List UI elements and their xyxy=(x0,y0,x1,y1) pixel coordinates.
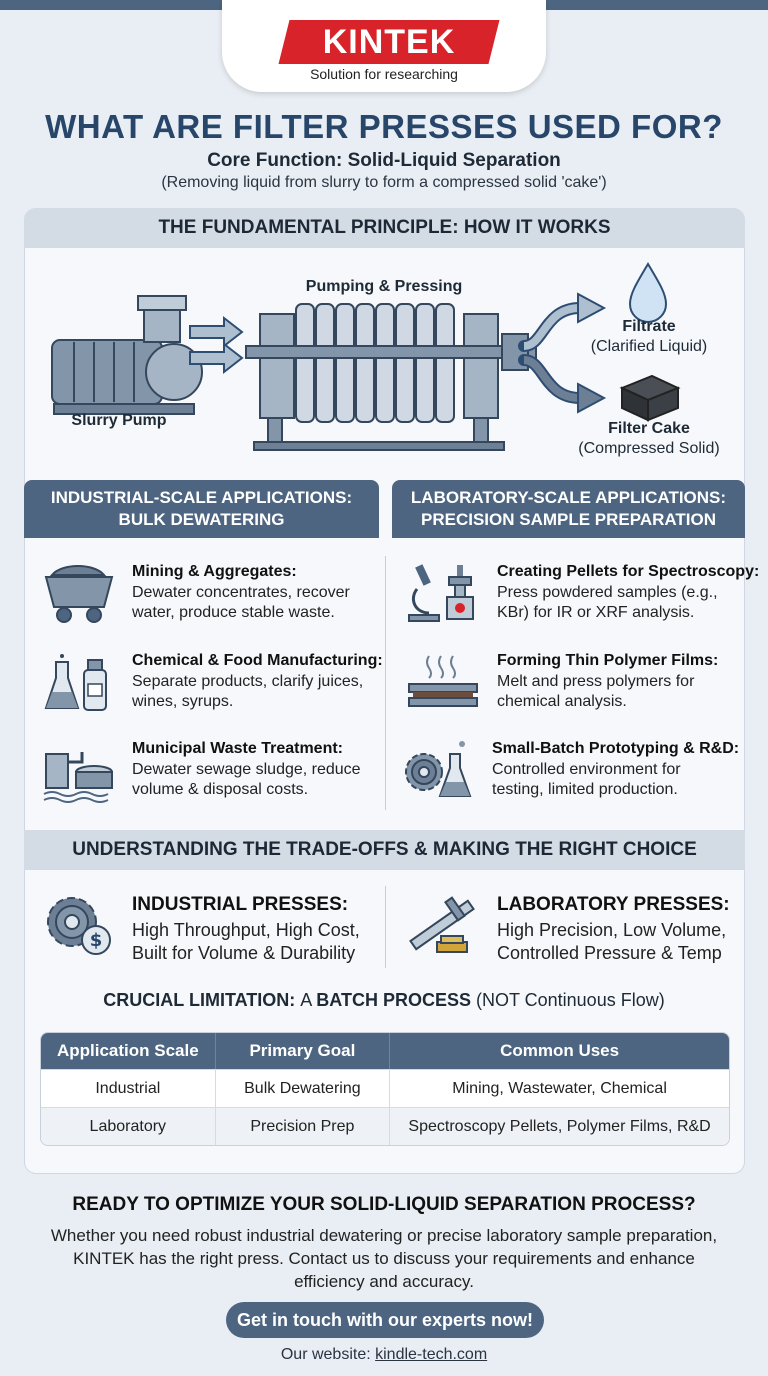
item-desc xyxy=(132,672,363,712)
table-header: Application Scale xyxy=(41,1033,216,1069)
item-desc-line1: Dewater concentrates, recover xyxy=(132,584,350,601)
contact-experts-button[interactable]: Get in touch with our experts now! xyxy=(226,1302,544,1338)
item-desc xyxy=(492,760,681,800)
item-desc-line1: Controlled environment for xyxy=(492,761,681,778)
item-desc xyxy=(497,672,694,712)
item-title: Small-Batch Prototyping & R&D: xyxy=(492,740,740,757)
industrial-heading xyxy=(24,480,379,538)
table-header-row xyxy=(41,1033,729,1069)
table-cell: Mining, Wastewater, Chemical xyxy=(390,1069,729,1107)
item-desc-line2: wines, syrups. xyxy=(132,693,234,710)
droplet-icon xyxy=(630,264,666,322)
item-desc-line1: Dewater sewage sludge, reduce xyxy=(132,761,361,778)
process-diagram xyxy=(24,248,745,470)
mining-cart-icon xyxy=(42,563,116,627)
item-desc xyxy=(132,583,350,623)
limitation-bold: BATCH PROCESS xyxy=(316,990,471,1010)
crucial-limitation xyxy=(0,990,768,1011)
tradeoff-divider xyxy=(385,886,386,968)
item-desc-line2: KBr) for IR or XRF analysis. xyxy=(497,604,695,621)
item-desc xyxy=(497,583,718,623)
table-cell: Spectroscopy Pellets, Polymer Films, R&D xyxy=(390,1107,729,1145)
summary-table xyxy=(40,1032,730,1146)
core-function-subtitle: (Removing liquid from slurry to form a compressed solid 'cake') xyxy=(161,174,607,191)
item-desc-line2: testing, limited production. xyxy=(492,781,678,798)
column-divider xyxy=(385,556,386,810)
laboratory-presses-desc xyxy=(497,919,726,965)
table-cell: Bulk Dewatering xyxy=(216,1069,391,1107)
item-title: Chemical & Food Manufacturing: xyxy=(132,652,383,669)
page-title: WHAT ARE FILTER PRESSES USED FOR? xyxy=(45,108,723,145)
flask-bottle-icon xyxy=(42,652,116,716)
item-desc-line1: Separate products, clarify juices, xyxy=(132,673,364,690)
table-header: Common Uses xyxy=(390,1033,729,1069)
cta-title: READY TO OPTIMIZE YOUR SOLID-LIQUID SEPARATION PROCESS? xyxy=(72,1194,696,1215)
inflow-arrows-icon xyxy=(190,318,242,372)
item-desc-line1: Press powdered samples (e.g., xyxy=(497,584,718,601)
microscope-press-icon xyxy=(407,563,481,627)
caliper-icon xyxy=(407,894,481,958)
heated-plates-icon xyxy=(407,652,481,716)
table-row xyxy=(41,1107,729,1145)
water-treatment-icon xyxy=(42,740,116,804)
website-line xyxy=(0,1346,768,1364)
table-cell: Industrial xyxy=(41,1069,216,1107)
item-title: Municipal Waste Treatment: xyxy=(132,740,343,757)
item-desc-line2: chemical analysis. xyxy=(497,693,627,710)
industrial-heading-line2: BULK DEWATERING xyxy=(118,510,285,529)
item-desc xyxy=(132,760,361,800)
gear-flask-icon xyxy=(402,740,476,804)
core-function: Core Function: Solid-Liquid Separation xyxy=(207,150,561,171)
industrial-presses-line2: Built for Volume & Durability xyxy=(132,943,356,963)
laboratory-presses-line2: Controlled Pressure & Temp xyxy=(497,943,722,963)
gear-dollar-icon xyxy=(42,894,116,958)
table-row xyxy=(41,1069,729,1107)
pump-icon xyxy=(52,296,202,414)
item-desc-line1: Melt and press polymers for xyxy=(497,673,695,690)
item-desc-line2: volume & disposal costs. xyxy=(132,781,309,798)
brand-tagline: Solution for researching xyxy=(310,66,458,82)
laboratory-heading-line1: LABORATORY-SCALE APPLICATIONS: xyxy=(410,488,727,507)
laboratory-heading-line2: PRECISION SAMPLE PREPARATION xyxy=(420,510,716,529)
press-label: Pumping & Pressing xyxy=(305,278,463,295)
limitation-suffix: (NOT Continuous Flow) xyxy=(470,990,665,1010)
cake-title: Filter Cake xyxy=(608,420,690,437)
svg-text:$: $ xyxy=(89,930,103,951)
industrial-heading-line1: INDUSTRIAL-SCALE APPLICATIONS: xyxy=(50,488,353,507)
pump-label: Slurry Pump xyxy=(71,412,167,429)
industrial-presses-desc xyxy=(132,919,360,965)
website-link[interactable]: kindle-tech.com xyxy=(375,1346,488,1363)
laboratory-presses-line1: High Precision, Low Volume, xyxy=(497,920,727,940)
website-label: Our website: xyxy=(280,1346,376,1363)
table-header: Primary Goal xyxy=(216,1033,391,1069)
cta-body: Whether you need robust industrial dewatering or precise laboratory sample preparation, KINTEK has the right press. Contact us to discuss your requirements and enhance efficiency and accuracy. xyxy=(50,1226,718,1291)
filtrate-title: Filtrate xyxy=(622,318,676,335)
tradeoffs-heading: UNDERSTANDING THE TRADE-OFFS & MAKING THE RIGHT CHOICE xyxy=(24,830,745,870)
laboratory-presses-title: LABORATORY PRESSES: xyxy=(497,894,730,915)
filter-cake-icon xyxy=(622,376,678,420)
item-title: Mining & Aggregates: xyxy=(132,563,297,580)
limitation-prefix: CRUCIAL LIMITATION: xyxy=(103,990,301,1010)
laboratory-heading xyxy=(392,480,745,538)
industrial-presses-line1: High Throughput, High Cost, xyxy=(132,920,360,940)
filtrate-subtitle: (Clarified Liquid) xyxy=(590,338,708,355)
limitation-mid: A xyxy=(300,990,317,1010)
principle-heading: THE FUNDAMENTAL PRINCIPLE: HOW IT WORKS xyxy=(24,208,745,248)
item-title: Creating Pellets for Spectroscopy: xyxy=(497,563,760,580)
cake-subtitle: (Compressed Solid) xyxy=(578,440,720,457)
brand-logo[interactable]: KINTEK xyxy=(322,23,456,61)
item-title: Forming Thin Polymer Films: xyxy=(497,652,719,669)
industrial-presses-title: INDUSTRIAL PRESSES: xyxy=(132,894,349,915)
table-cell: Precision Prep xyxy=(216,1107,391,1145)
table-cell: Laboratory xyxy=(41,1107,216,1145)
item-desc-line2: water, produce stable waste. xyxy=(132,604,335,621)
filter-press-icon xyxy=(246,304,536,450)
